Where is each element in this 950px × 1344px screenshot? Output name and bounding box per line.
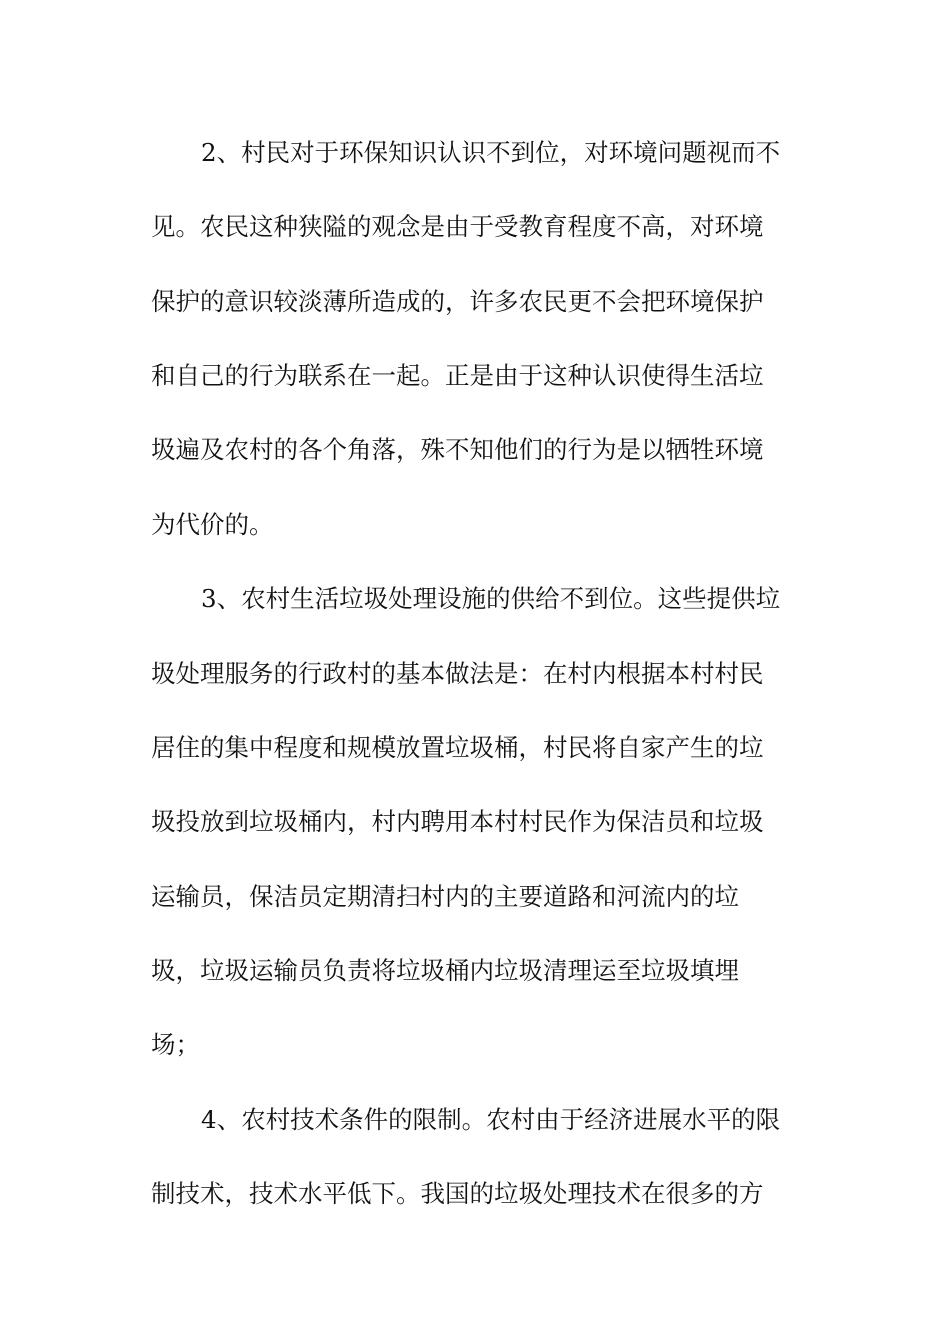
paragraph-3-line-6: 圾，垃圾运输员负责将垃圾桶内垃圾清理运至垃圾填埋 — [151, 956, 739, 985]
paragraph-2-line-6: 为代价的。 — [151, 510, 274, 539]
paragraph-2-line-5: 圾遍及农村的各个角落，殊不知他们的行为是以牺牲环境 — [151, 435, 764, 464]
paragraph-3-line-4: 圾投放到垃圾桶内，村内聘用本村村民作为保洁员和垃圾 — [151, 807, 764, 836]
paragraph-2-line-2: 见。农民这种狭隘的观念是由于受教育程度不高，对环境 — [151, 212, 764, 241]
paragraph-3-line-7: 场； — [151, 1030, 200, 1059]
paragraph-3-line-1: 3、农村生活垃圾处理设施的供给不到位。这些提供垃 — [201, 584, 781, 613]
paragraph-3-line-3: 居住的集中程度和规模放置垃圾桶，村民将自家产生的垃 — [151, 733, 764, 762]
paragraph-3-line-5: 运输员，保洁员定期清扫村内的主要道路和河流内的垃 — [151, 882, 739, 911]
paragraph-3-line-2: 圾处理服务的行政村的基本做法是：在村内根据本村村民 — [151, 659, 764, 688]
paragraph-2-line-1: 2、村民对于环保知识认识不到位，对环境问题视而不 — [201, 138, 781, 167]
paragraph-4-line-1: 4、农村技术条件的限制。农村由于经济进展水平的限 — [201, 1105, 781, 1134]
paragraph-4-line-2: 制技术，技术水平低下。我国的垃圾处理技术在很多的方 — [151, 1179, 764, 1208]
paragraph-2-line-3: 保护的意识较淡薄所造成的，许多农民更不会把环境保护 — [151, 287, 764, 316]
paragraph-2-line-4: 和自己的行为联系在一起。正是由于这种认识使得生活垃 — [151, 361, 764, 390]
